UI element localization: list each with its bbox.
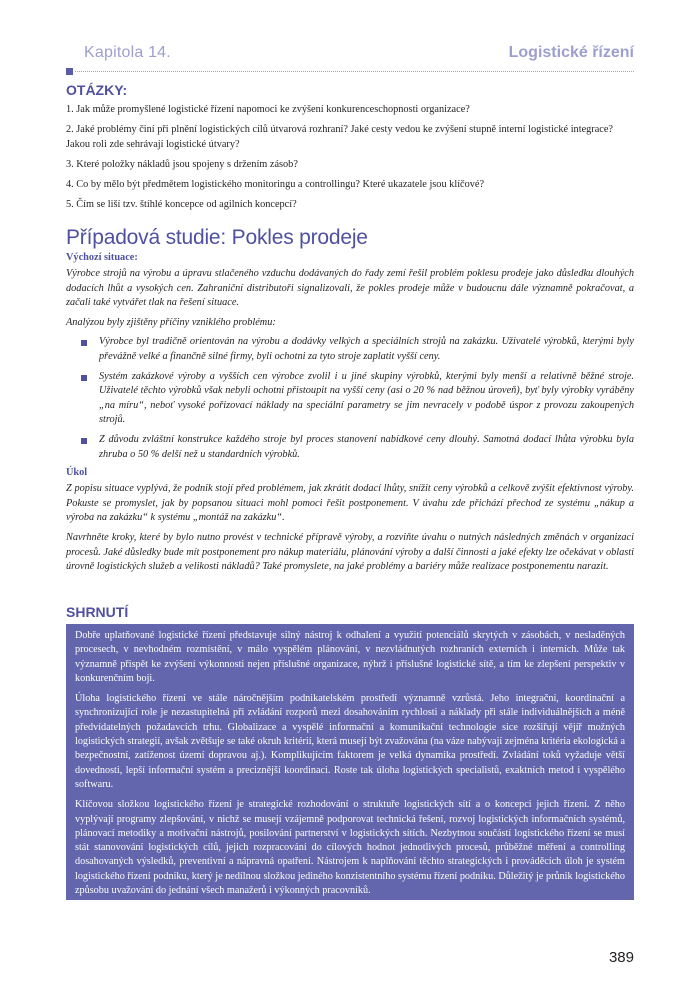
chapter-label: Kapitola 14. — [84, 44, 171, 61]
task-heading: Úkol — [66, 467, 88, 479]
task-paragraph: Z popisu situace vyplývá, že podnik stojí před problémem, jak zkrátit dodací lhůty, snížit ceny výrobků a celkově zvýšit efektivnost výroby. Pokuste se promyslet, jak by popsanou situaci mohl pomoci řešit postponement. V úvahu zde přichází přechod ze systému „nákup a výroba na zakázku“ k systému „montáž na zakázku“. — [66, 483, 634, 524]
question-item: 2. Jaké problémy činí při plnění logistických cílů útvarová rozhraní? Jaké cesty vedou ke zvýšení stupně interní logistické integrace? Jakou roli zde sehrávají logistické útvary? — [66, 124, 613, 150]
analysis-lead: Analýzou byly zjištěny příčiny vzniklého problému: — [66, 316, 276, 328]
case-study-body — [66, 252, 634, 580]
cause-text: Z důvodu zvláštní konstrukce každého stroje byl proces stanovení nabídkové ceny dlouhý. Samotná dodací lhůta výrobku byla zhruba o 50 % delší než u standardních výrobků. — [99, 433, 634, 460]
list-item — [66, 335, 634, 364]
case-intro: Výrobce strojů na výrobu a úpravu stlačeného vzduchu dodávaných do řady zemí řešil problém poklesu prodeje jako důsledku dlouhých dodacích lhůt a vysokých cen. Zahraniční distributoři signalizovali, že pokles prodeje může v budoucnu dále významně pokračovat, a začali také vytvářet tlak na řešení situace. — [66, 268, 634, 309]
question-item: 4. Co by mělo být předmětem logistického monitoringu a controllingu? Které ukazatele jsou klíčové? — [66, 179, 485, 190]
list-item — [66, 433, 634, 462]
task-paragraph: Navrhněte kroky, které by bylo nutno provést v technické přípravě výroby, a rozviňte úvahu o nutných následných změnách v organizaci procesů. Jaké důsledky bude mít postponement pro nákup materiálu, plánování výroby a další činnosti a jaké efekty lze očekávat v oblasti úrovně logistických služeb a velikosti nákladů? Také promyslete, na jaké problémy a bariéry může realizace postponementu narazit. — [66, 531, 634, 573]
header-divider — [75, 71, 634, 72]
list-item — [66, 370, 634, 428]
question-item: 1. Jak může promyšlené logistické řízení napomoci ke zvýšení konkurenceschopnosti organizace? — [66, 104, 470, 115]
cause-text: Výrobce byl tradičně orientován na výrobu a dodávky velkých a speciálních strojů na zakázku. Uživatelé výrobků, kterými byly převážně velké a finančně silné firmy, byli ochotni za tyto stroje zaplatit vyšší ceny. — [99, 336, 634, 362]
initial-situation-heading: Výchozí situace: — [66, 252, 138, 263]
chapter-title: Logistické řízení — [508, 44, 634, 61]
header-marker — [66, 68, 73, 75]
summary-paragraph: Úloha logistického řízení ve stále náročnějším podnikatelském prostředí významně vzrůstá. Jeho integrační, koordinační a synchronizující role je nezastupitelná při zvládání rozporů mezi dosahováním rychlosti a náklady při stále individuálnějších a méně předvídatelných požadavcích trhu. Globalizace a vyspělé informační a komunikační technologie sice rozšiřují vějíř možných logistických strategií, avšak zvětšuje se také okruh kritérií, která musejí být zvažována (na váze nabývají zejména kritéria ekologická a bezpečnostní, zatíženost území dopravou aj.). Komplikujícím faktorem je velká dynamika prostředí. Zvládání toků vyžaduje větší dovednosti, lepší informační systém a preciznější koordinaci. Roste tak úloha logistických specialistů, exaktních metod i vyspělého softwaru. — [75, 693, 625, 790]
summary-paragraph: Klíčovou složkou logistického řízení je strategické rozhodování o struktuře logistických sítí a o koncepci jejich řízení. Z něho vyplývají programy zlepšování, v nichž se musejí vzájemně podporovat technická řešení, rozvoj logistických informačních systémů, plánovací metodiky a motivační nástrojů, posilování partnerství v logistických sítích. Nezbytnou součástí logistického řízení se musí stát stanovování logistických cílů, jejich rozpracování do cílových hodnot jednotlivých procesů, průběžné měření a controlling dosahovaných výsledků, preventivní a nápravná opatření. Nástrojem k naplňování těchto strategických i prováděcích úloh je systém logistického řízení podniku, který je nedílnou složkou jediného konzistentního systému řízení podniku. Důležitý je průnik logistického způsobu uvažování do jednání všech manažerů i výkonných pracovníků. — [75, 799, 625, 897]
questions-list — [66, 102, 634, 217]
bullet-square-icon — [81, 340, 87, 346]
summary-box — [66, 624, 634, 900]
cause-text: Systém zakázkové výroby a vyšších cen výrobce zvolil i u jiné skupiny výrobků, kterými byly menší a relativně běžné stroje. Uživatelé těchto výrobků však nebyli ochotni přistoupit na vyšší ceny (asi o 20 % nad běžnou úroveň), byť byly výrobky vyráběny „na míru“, neboť vysoké pořizovací náklady na speciální parametry se jim nevracely v podobě úspor z provozu zakoupených strojů. — [99, 370, 634, 426]
bullet-square-icon — [81, 375, 87, 381]
questions-heading: OTÁZKY: — [66, 82, 128, 98]
summary-heading: SHRNUTÍ — [66, 604, 129, 620]
question-item: 3. Které položky nákladů jsou spojeny s držením zásob? — [66, 159, 298, 170]
cause-list — [66, 335, 634, 462]
bullet-square-icon — [81, 438, 87, 444]
case-study-title: Případová studie: Pokles prodeje — [66, 226, 368, 249]
question-item: 5. Čím se liší tzv. štíhlé koncepce od agilních koncepcí? — [66, 199, 297, 210]
page-number: 389 — [608, 949, 634, 966]
summary-paragraph: Dobře uplatňované logistické řízení představuje silný nástroj k odhalení a využití potenciálů skrytých v zásobách, v nesladěných procesech, v nevhodném rozmístění, v málo vyspělém plánování, v nezvládnutých rozhraních externích i interních. Může tak významně přispět ke zvýšení výkonnosti nejen příslušné organizace, nýbrž i příslušné logistické sítě, a tím ke zlepšení perspektiv v konkurenčním boji. — [75, 630, 625, 684]
